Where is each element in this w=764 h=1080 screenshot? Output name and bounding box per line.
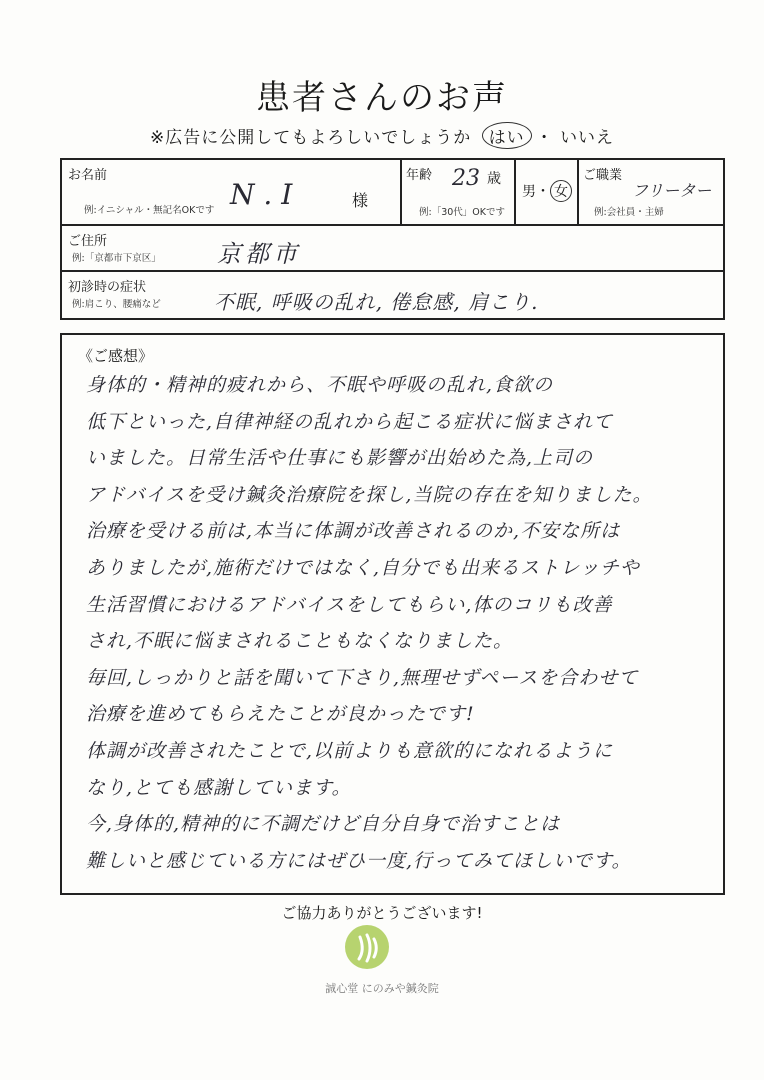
name-suffix: 様	[352, 191, 369, 210]
form-divider	[62, 270, 723, 272]
symptom-label: 初診時の症状	[68, 280, 147, 295]
age-value: 23	[452, 166, 480, 191]
comment-line: アドバイスを受け鍼灸治療院を探し,当院の存在を知りました。	[86, 483, 653, 506]
age-label: 年齢	[406, 168, 433, 183]
gender-field	[522, 180, 572, 202]
name-example: 例:イニシャル・無記名OKです	[84, 205, 215, 216]
gender-female-option: 女	[550, 180, 572, 202]
comment-line: 難しいと感じている方にはぜひ一度,行ってみてほしいです。	[86, 849, 632, 872]
comments-box	[60, 333, 725, 895]
job-label: ご職業	[583, 168, 623, 183]
symptom-value: 不眠, 呼吸の乱れ, 倦怠感, 肩こり.	[214, 290, 539, 314]
address-label: ご住所	[68, 234, 108, 249]
gender-male-option: 男	[522, 184, 536, 200]
comment-line: され,不眠に悩まされることもなくなりました。	[86, 630, 514, 653]
consent-no-option: いいえ	[560, 128, 615, 148]
comment-line: 治療を受ける前は,本当に体調が改善されるのか,不安な所は	[86, 520, 621, 543]
consent-question	[150, 122, 614, 149]
thanks-message: ご協力ありがとうございます!	[281, 904, 483, 922]
age-example: 例:「30代」OKです	[419, 207, 505, 218]
consent-question-text: ※広告に公開してもよろしいでしょうか	[150, 128, 472, 148]
comment-line: 体調が改善されたことで,以前よりも意欲的になれるように	[86, 739, 614, 762]
address-example: 例:「京都市下京区」	[72, 253, 161, 264]
comments-heading: 《ご感想》	[78, 347, 154, 365]
comment-line: 生活習慣におけるアドバイスをしてもらい,体のコリも改善	[86, 593, 613, 616]
age-unit: 歳	[487, 171, 501, 187]
consent-separator: ・	[535, 128, 554, 148]
comments-text	[86, 367, 706, 879]
form-divider	[400, 160, 402, 224]
form-divider	[577, 160, 579, 224]
address-value: 京都市	[217, 240, 301, 268]
comment-line: いました。日常生活や仕事にも影響が出始めた為,上司の	[86, 447, 594, 470]
comment-line: 治療を進めてもらえたことが良かったです!	[86, 703, 475, 726]
page-title: 患者さんのお声	[256, 78, 508, 118]
comment-line: ありましたが,施術だけではなく,自分でも出来るストレッチや	[86, 556, 640, 579]
gender-separator: ・	[536, 184, 550, 200]
comment-line: 身体的・精神的疲れから、不眠や呼吸の乱れ,食欲の	[86, 374, 554, 396]
form-divider	[62, 224, 723, 226]
comment-line: 毎回,しっかりと話を聞いて下さり,無理せずペースを合わせて	[86, 666, 639, 689]
comment-line: なり,とても感謝しています。	[86, 776, 352, 799]
symptom-example: 例:肩こり、腰痛など	[72, 299, 161, 310]
clinic-name: 誠心堂 にのみや鍼灸院	[325, 982, 439, 995]
consent-yes-option: はい	[482, 122, 532, 149]
name-value: N . I	[230, 178, 293, 211]
clinic-logo-icon	[345, 925, 389, 969]
comment-line: 低下といった,自律神経の乱れから起こる症状に悩まされて	[86, 410, 614, 433]
job-value: フリーター	[632, 181, 712, 200]
form-divider	[514, 160, 516, 224]
name-label: お名前	[68, 168, 108, 183]
job-example: 例:会社員・主婦	[594, 207, 664, 218]
comment-line: 今,身体的,精神的に不調だけど自分自身で治すことは	[86, 813, 561, 836]
patient-info-form	[60, 158, 725, 320]
